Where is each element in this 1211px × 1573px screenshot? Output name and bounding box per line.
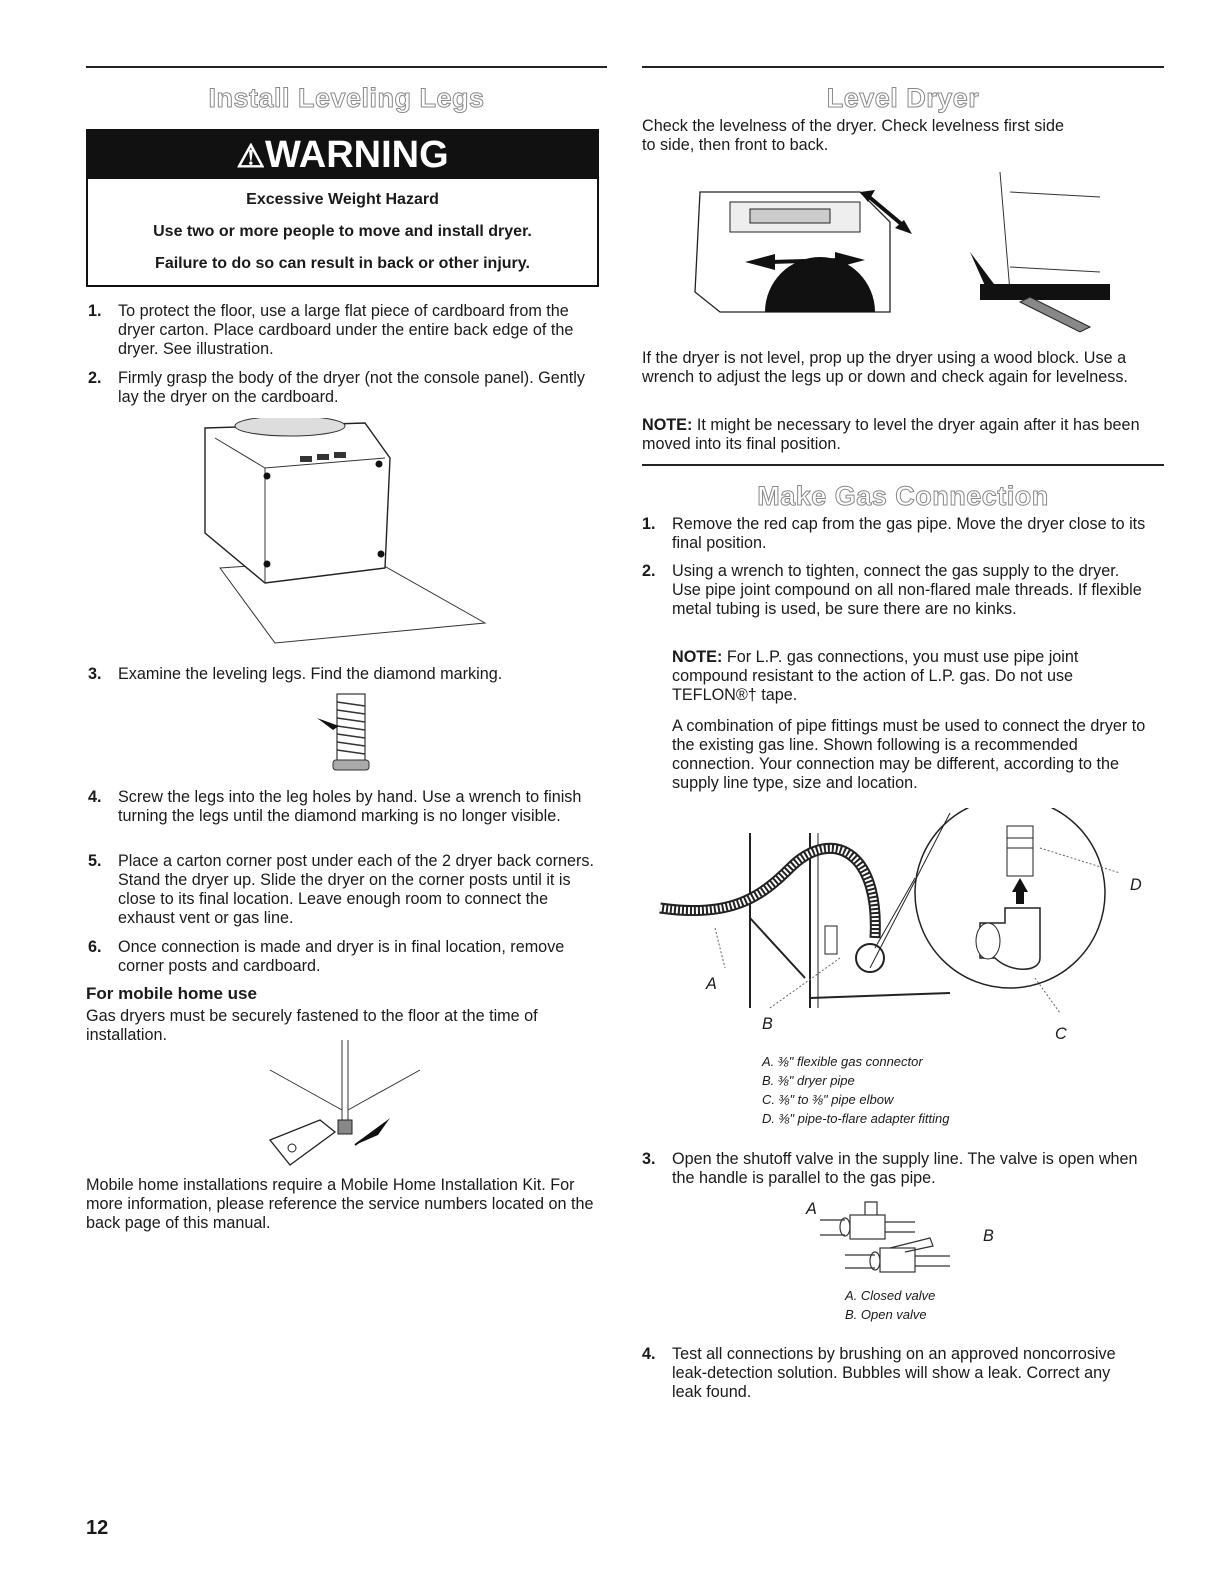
diagram-caption-c: C. ⅜" to ⅜" pipe elbow <box>762 1092 894 1107</box>
left-top-rule <box>86 66 607 68</box>
mobile-home-kit-text: Mobile home installations require a Mobile Home Installation Kit. For more information, please reference the service numbers located on the back page of this manual. <box>86 1176 594 1232</box>
gas-connection-diagram <box>650 808 1150 1048</box>
page-number: 12 <box>86 1517 109 1539</box>
right-mid-rule <box>642 464 1164 466</box>
warning-line-1: Use two or more people to move and install dryer. <box>153 223 532 240</box>
gas-note-label: NOTE: <box>672 648 723 666</box>
warning-hazard: Excessive Weight Hazard <box>246 191 439 208</box>
mobile-home-text: Gas dryers must be securely fastened to the floor at the time of installation. <box>86 1007 538 1044</box>
warning-box <box>86 129 599 287</box>
level-intro: Check the levelness of the dryer. Check levelness first side to side, then front to back. <box>642 117 1064 154</box>
diagram-caption-b: B. ⅜" dryer pipe <box>762 1073 855 1088</box>
diagram-caption-a: A. ⅜" flexible gas connector <box>762 1054 923 1069</box>
diagram-label-a: A <box>706 975 717 993</box>
make-gas-connection-heading: Make Gas Connection <box>757 481 1049 511</box>
level-note <box>642 416 1154 454</box>
warning-header <box>88 131 597 179</box>
valve-label-a: A <box>806 1200 817 1218</box>
valve-label-b: B <box>983 1227 994 1245</box>
mobile-home-heading: For mobile home use <box>86 984 257 1003</box>
warning-title: WARNING <box>265 134 449 176</box>
shutoff-valve-illustration <box>815 1200 985 1280</box>
warning-triangle-icon: ⚠ <box>236 138 266 174</box>
gas-note-text: For L.P. gas connections, you must use pipe joint compound resistant to the action of L.P. gas. Do not use TEFLON®† tape. <box>672 648 1079 704</box>
level-note-text: It might be necessary to level the dryer again after it has been moved into its final position. <box>642 416 1140 453</box>
install-leveling-legs-heading: Install Leveling Legs <box>208 83 485 113</box>
warning-line-2: Failure to do so can result in back or other injury. <box>155 255 530 272</box>
dryer-on-cardboard-illustration <box>195 418 495 650</box>
level-adjust-text: If the dryer is not level, prop up the dryer using a wood block. Use a wrench to adjust the legs up or down and check again for levelness. <box>642 349 1128 386</box>
gas-note <box>672 648 1157 705</box>
diagram-caption-d: D. ⅜" pipe-to-flare adapter fitting <box>762 1111 950 1126</box>
level-note-label: NOTE: <box>642 416 693 434</box>
level-dryer-heading: Level Dryer <box>826 83 980 113</box>
level-side-to-side-illustration <box>690 182 930 342</box>
diagram-label-d: D <box>1130 876 1142 894</box>
valve-caption-b: B. Open valve <box>845 1307 927 1322</box>
mobile-home-bracket-illustration <box>250 1040 435 1170</box>
gas-combination-text: A combination of pipe fittings must be used to connect the dryer to the existing gas line. Shown following is a recommended connection. Your connection may be different, according to the supply line type, size and location. <box>672 717 1146 792</box>
diagram-label-b: B <box>762 1015 773 1033</box>
right-top-rule <box>642 66 1164 68</box>
leveling-leg-illustration <box>315 690 385 774</box>
diagram-label-c: C <box>1055 1025 1067 1043</box>
level-front-to-back-illustration <box>960 172 1110 342</box>
valve-caption-a: A. Closed valve <box>845 1288 936 1303</box>
